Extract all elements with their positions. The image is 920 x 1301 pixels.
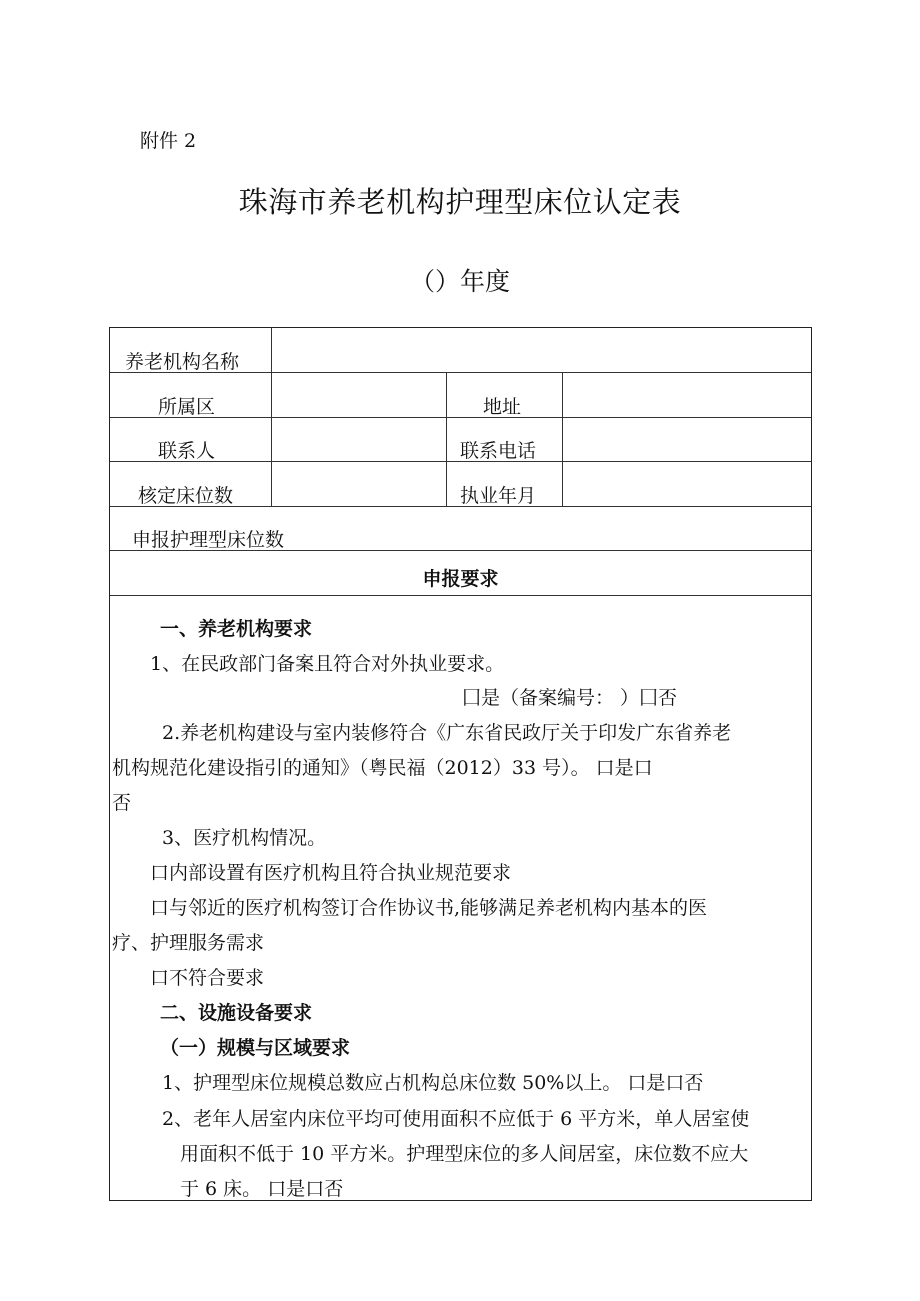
requirement-line: 1、在民政部门备案且符合对外执业要求。 <box>150 653 505 675</box>
requirement-line: 疗、护理服务需求 <box>112 932 265 954</box>
attachment-label: 附件 2 <box>140 130 197 152</box>
requirement-line[interactable]: 于 6 床。 口是口否 <box>180 1178 344 1200</box>
requirement-line[interactable]: 1、护理型床位规模总数应占机构总床位数 50%以上。 口是口否 <box>162 1072 704 1094</box>
requirement-line: 否 <box>112 792 132 814</box>
org-name-label: 养老机构名称 <box>125 351 240 373</box>
contact-field[interactable] <box>280 436 440 458</box>
subsection-heading: （一）规模与区域要求 <box>160 1037 351 1059</box>
filing-checkbox-line[interactable]: 囗是（备案编号： ）囗否 <box>462 687 678 709</box>
row-divider <box>110 595 811 596</box>
phone-field[interactable] <box>570 436 805 458</box>
requirement-line[interactable]: 机构规范化建设指引的通知》（粤民福（2012）33 号）。 口是口 <box>112 757 653 779</box>
requirements-heading: 申报要求 <box>422 568 499 590</box>
requirement-line: 2.养老机构建设与室内装修符合《广东省民政厅关于印发广东省养老 <box>162 722 732 744</box>
col-divider <box>562 372 563 506</box>
form-table <box>109 327 812 1201</box>
requirement-line: 2、老年人居室内床位平均可使用面积不应低于 6 平方米，单人居室使 <box>162 1108 750 1130</box>
year-line: （）年度 <box>409 267 510 296</box>
section-heading: 一、养老机构要求 <box>160 618 313 640</box>
medical-option-cooperation[interactable]: 口与邻近的医疗机构签订合作协议书,能够满足养老机构内基本的医 <box>150 897 708 919</box>
page-title: 珠海市养老机构护理型床位认定表 <box>238 185 682 219</box>
row-divider <box>110 417 811 418</box>
medical-option-internal[interactable]: 口内部设置有医疗机构且符合执业规范要求 <box>150 862 512 884</box>
contact-label: 联系人 <box>158 440 216 462</box>
district-field[interactable] <box>280 392 440 414</box>
license-field[interactable] <box>570 481 805 503</box>
nursing-beds-label: 申报护理型床位数 <box>132 529 285 551</box>
address-field[interactable] <box>570 392 805 414</box>
col-divider <box>271 328 272 506</box>
requirement-line: 3、医疗机构情况。 <box>162 827 327 849</box>
requirement-line: 用面积不低于 10 平方米。护理型床位的多人间居室，床位数不应大 <box>180 1143 749 1165</box>
beds-field[interactable] <box>280 481 440 503</box>
org-name-field[interactable] <box>280 347 800 369</box>
address-label: 地址 <box>483 396 522 418</box>
district-label: 所属区 <box>158 396 216 418</box>
section-heading: 二、设施设备要求 <box>160 1002 313 1024</box>
license-label: 执业年月 <box>460 485 537 507</box>
phone-label: 联系电话 <box>460 440 537 462</box>
medical-option-none[interactable]: 口不符合要求 <box>150 967 265 989</box>
col-divider <box>446 372 447 506</box>
beds-label: 核定床位数 <box>138 485 234 507</box>
